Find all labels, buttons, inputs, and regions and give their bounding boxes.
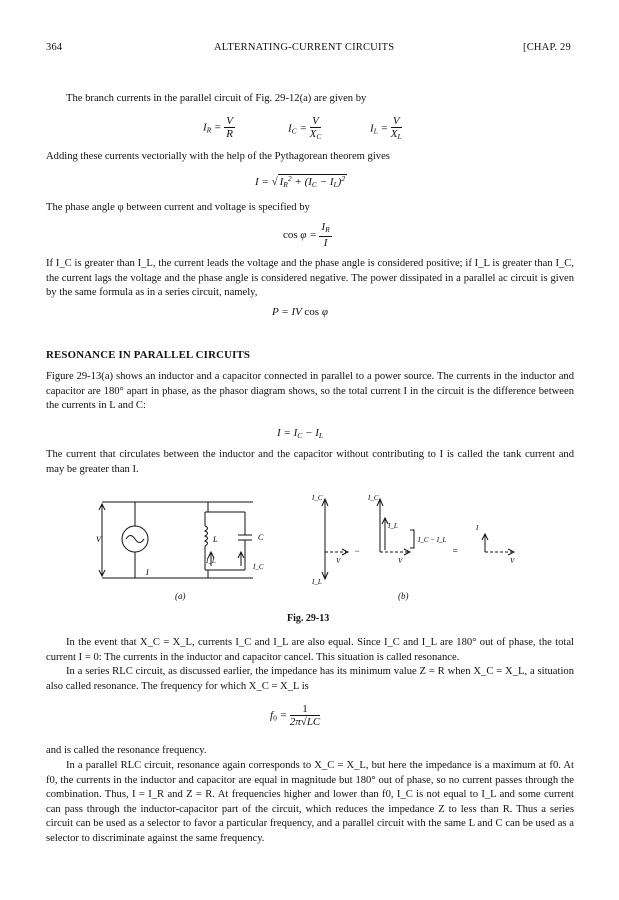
paragraph-resonance-frequency: and is called the resonance frequency.	[46, 745, 207, 756]
equation-ic: $I_C$ = $\frac{V}{X_C}$	[288, 115, 322, 141]
phasor-label-i: I	[476, 524, 479, 532]
equation-ir-text	[0, 0, 1, 1]
circuit-label-c: C	[258, 533, 264, 542]
phasor-label-v-1: V	[336, 557, 341, 565]
circuit-label-v: V	[96, 535, 101, 544]
sine-wave-icon	[126, 536, 144, 543]
circuit-label-i: I	[146, 568, 149, 577]
paragraph-branch-currents: The branch currents in the parallel circuit of Fig. 29-12(a) are given by	[66, 93, 367, 104]
circuit-label-l: L	[213, 535, 218, 544]
phasor-label-ic: I_C	[312, 494, 323, 502]
phasor-label-ic-2: I_C	[368, 494, 379, 502]
figure-caption: Fig. 29-13	[287, 613, 330, 624]
equation-resonance-frequency: $f_0$ = $\frac{1}{2\pi√LC}$	[270, 703, 321, 728]
paragraph-tank-current: The current that circulates between the inductor and the capacitor without contributing to I is called the tank current and may be greater than I.	[46, 449, 574, 475]
operator-equals: =	[452, 546, 459, 556]
circuit-diagram-a	[99, 502, 253, 578]
phasor-label-v-3: V	[510, 557, 515, 565]
equation-il: $I_L$ = $\frac{V}{X_L}$	[370, 115, 402, 141]
equation-power: P = IV cos φ	[272, 306, 328, 318]
paragraph-adding: Adding these currents vectorially with the help of the Pythagorean theorem gives	[46, 151, 390, 162]
phasor-label-il-2: I_L	[388, 522, 398, 530]
figure-label-b: (b)	[398, 591, 409, 601]
running-title: ALTERNATING-CURRENT CIRCUITS	[214, 42, 395, 53]
paragraph-parallel-rlc: In a parallel RLC circuit, resonance again corresponds to X_C = X_L, but here the impedance is a maximum at f0. At f0, the currents in the inductor and capacitor are equal in magnitude but 180° out of phase, so no current passes through the combination. Thus, I = I_R and Z = R. At frequencies higher and lower than f0, I_C is not equal to I_L and some current can pass through the inductor-capacitor part of the circuit, which reduces the impedance Z to less than R. Thus a series circuit can be used as a selector to favor a particular frequency, and a parallel circuit with the same L and C can be used as a selector to discriminate against the same frequency.	[46, 760, 574, 844]
figure-label-a: (a)	[175, 591, 186, 601]
phasor-label-v-2: V	[398, 557, 403, 565]
inductor-icon	[205, 526, 208, 546]
paragraph-if-ic-greater: If I_C is greater than I_L, the current leads the voltage and the phase angle is considered positive; if I_L is greater than I_C, the current lags the voltage and the phase angle is considered negative. The power dissipated in a parallel ac circuit is given by the same formula as in a series circuit, namely,	[46, 258, 574, 299]
equation-cos-phi: cos φ = $\frac{I_R}{I}$	[283, 221, 330, 249]
paragraph-series-rlc: In a series RLC circuit, as discussed earlier, the impedance has its minimum value Z = R when X_C = X_L, a situation also called resonance. The frequency for which X_C = X_L is	[46, 666, 574, 692]
phasor-label-il: I_L	[312, 578, 322, 586]
paragraph-in-the-event: In the event that X_C = X_L, currents I_C and I_L are also equal. Since I_C and I_L are 180° out of phase, the total current I = 0: The currents in the inductor and capacitor cancel. This situation is called resonance.	[46, 637, 574, 663]
paragraph-phase-angle: The phase angle φ between current and voltage is specified by	[46, 202, 310, 213]
section-heading: RESONANCE IN PARALLEL CIRCUITS	[46, 349, 251, 361]
page-number: 364	[46, 42, 63, 53]
circuit-label-il: I_L	[206, 557, 216, 565]
ic-arrow-icon	[238, 552, 244, 566]
equation-difference: $I = I_C - I_L$	[277, 427, 324, 440]
equation-total-current: I = √ $I_R^2 + (I_C - I_L)^2$	[255, 174, 346, 189]
chapter-label: [CHAP. 29	[523, 42, 571, 53]
paragraph-figure-29-13: Figure 29-13(a) shows an inductor and a capacitor connected in parallel to a power source. The currents in the inductor and capacitor are 180° apart in phase, as the phasor diagram shows, so the total current I in the circuit is the difference between the currents in L and C:	[46, 371, 574, 412]
equation-ir: $I_R$ = $\frac{V}{R}$	[203, 115, 233, 140]
phasor-label-diff: I_C − I_L	[418, 536, 447, 544]
figure-29-13	[90, 490, 530, 608]
circuit-label-ic: I_C	[253, 563, 264, 571]
operator-minus-1: −	[354, 546, 361, 556]
